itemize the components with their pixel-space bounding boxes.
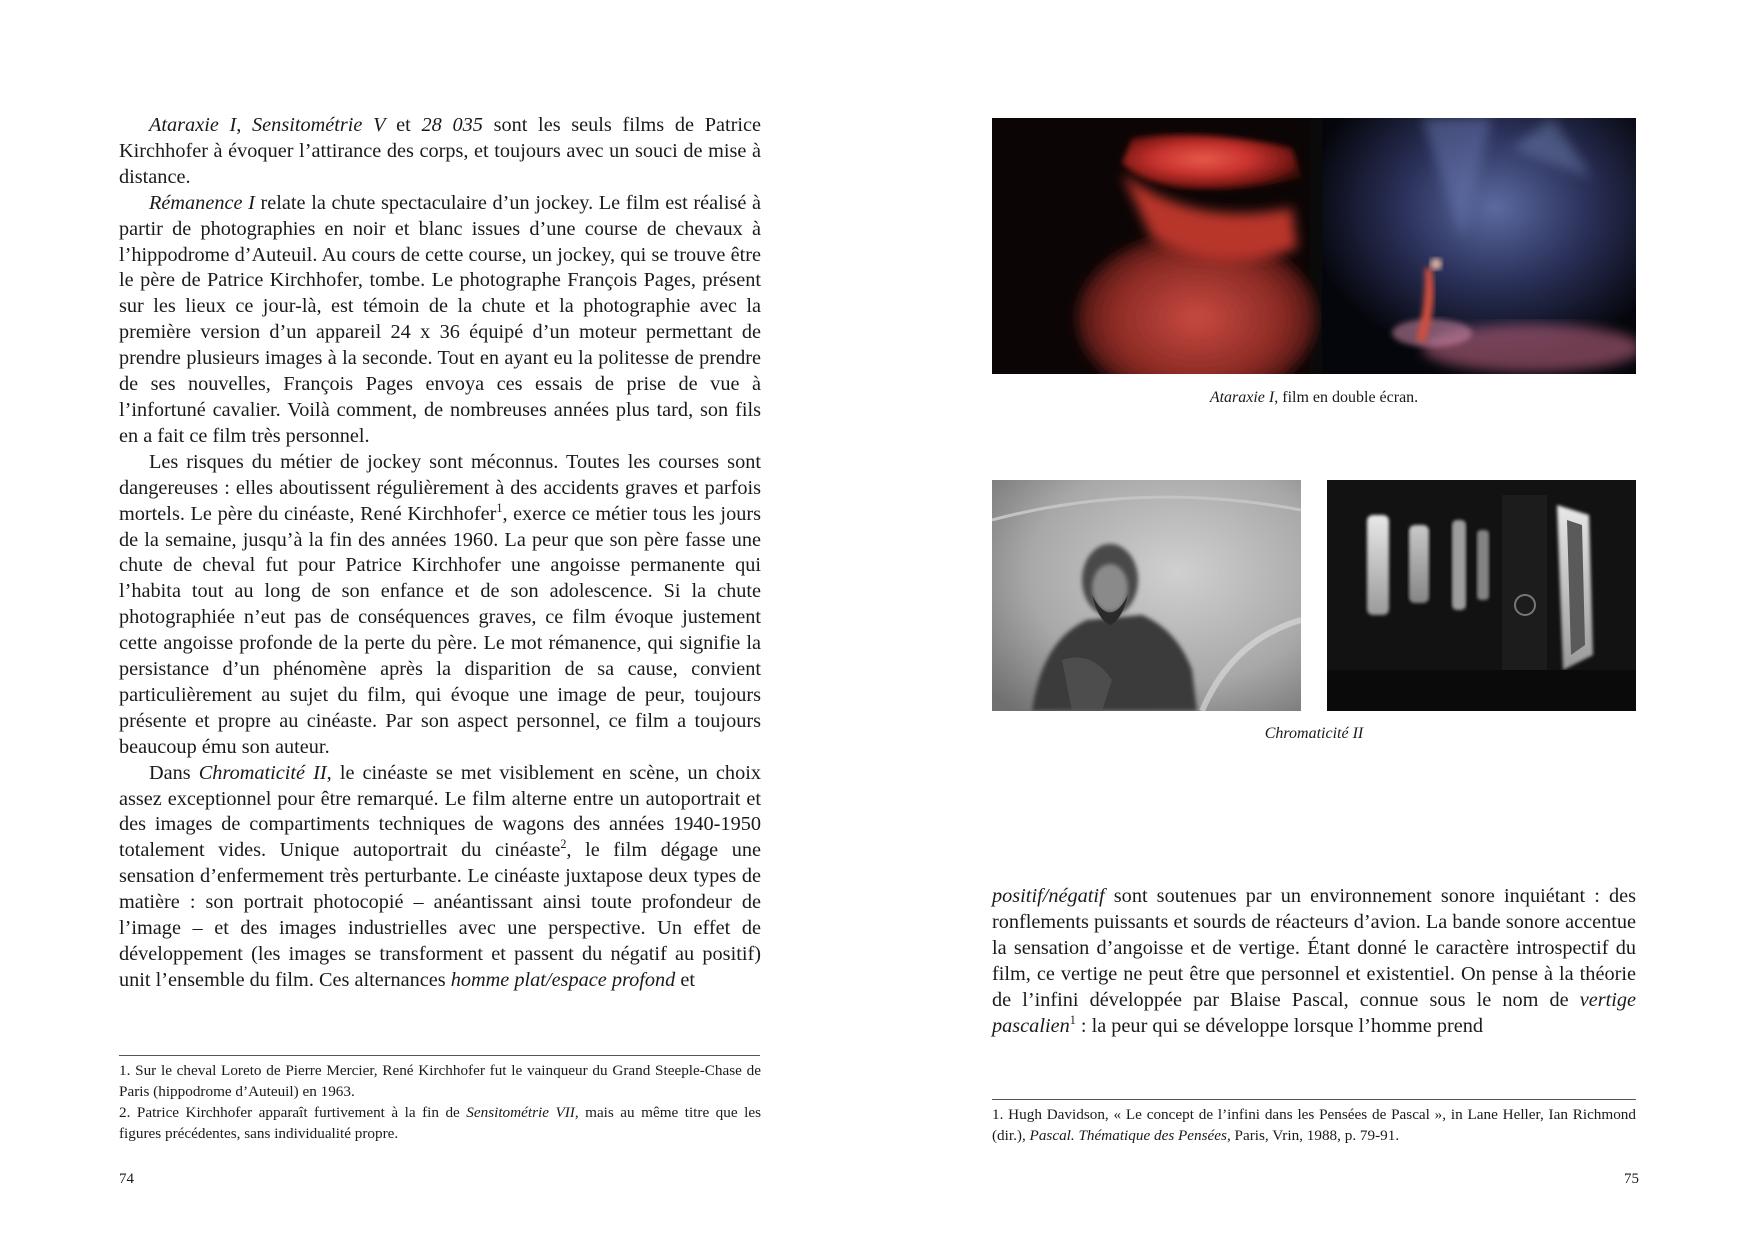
right-body-text (992, 884, 1636, 1039)
film-title: Chromaticité II (1264, 725, 1364, 742)
film-title: Ataraxie I (149, 114, 237, 136)
footnote-ref: 1 (1069, 1012, 1076, 1027)
paragraph-continuation: positif/négatif sont soutenues par un environnement sonore inquiétant : des ronflements puissants et sourds de réacteurs d’avion. La bande sonore accentue la sensation d’angoisse et de vertige. Étant donné le caractère introspectif du film, ce vertige ne peut être que personnel et existentiel. On pense à la théorie de l’infini développée par Blaise Pascal, connue sous le nom de vertige pascalien$^1$ : la peur qui se développe lorsque l’homme prend (992, 885, 1636, 1037)
left-body-text (119, 113, 761, 994)
right-footnotes (992, 1104, 1636, 1146)
footnote-ref: 2 (560, 837, 567, 852)
film-title: Rémanence I (149, 191, 255, 214)
emphasis: vertige pascalien (992, 988, 1636, 1037)
paragraph-chromaticite: Dans Chromaticité II, le cinéaste se met visiblement en scène, un choix assez exceptionnel pour être remarqué. Le film alterne entre un autoportrait et des images de compartiments techniques de wagons des années 1940-1950 totalement vides. Unique autoportrait du cinéaste$^2$, le film dégage une sensation d’enfermement très perturbante. Le cinéaste juxtapose deux types de matière : son portrait photocopié – anéantissant ainsi toute profondeur de l’image – et des images industrielles avec une perspective. Un effet de développement (les images se transforment et passent du négatif au positif) unit l’ensemble du film. Ces alternances homme plat/espace profond et (119, 761, 761, 991)
chromaticite-wagon-image (1327, 480, 1636, 711)
footnote-ref: 1 (496, 500, 503, 515)
paragraph-ataraxie: Ataraxie I, Sensitométrie V et 28 035 sont les seuls films de Patrice Kirchhofer à évoquer l’attirance des corps, et toujours avec un souci de mise à distance. (119, 114, 762, 188)
film-title: Sensitométrie VII (466, 1104, 575, 1121)
ataraxie-double-screen-image (992, 118, 1636, 374)
film-title: Chromaticité II (198, 761, 327, 784)
figure-caption-chromaticite (992, 725, 1636, 743)
page-number: 74 (119, 1171, 134, 1187)
film-title: Sensitométrie V (252, 114, 386, 136)
right-page (874, 0, 1748, 1240)
emphasis: homme plat/espace profond (450, 968, 676, 991)
chromaticite-portrait-image (992, 480, 1301, 711)
film-title: 28 035 (421, 114, 483, 136)
footnote-2: 2. Patrice Kirchhofer apparaît furtivement à la fin de Sensitométrie VII, mais au même titre que les figures précédentes, sans individualité propre. (119, 1104, 761, 1142)
left-footnotes (119, 1060, 761, 1144)
paragraph-remanence: Rémanence I relate la chute spectaculaire d’un jockey. Le film est réalisé à partir de photographies en noir et blanc issues d’une course de chevaux à l’hippodrome d’Auteuil. Au cours de cette course, un jockey, qui se trouve être le père de Patrice Kirchhofer, tombe. Le photographe François Pages, présent sur les lieux ce jour-là, est témoin de la chute et la photographie avec la première version d’un appareil 24 x 36 équipé d’un moteur permettant de prendre plusieurs images à la seconde. Tout en ayant eu la politesse de prendre de ses nouvelles, François Pages envoya ces essais de prise de vue à l’infortuné cavalier. Voilà comment, de nombreuses années plus tard, son fils en a fait ce film très personnel. (119, 191, 761, 447)
footnote-1: 1. Hugh Davidson, « Le concept de l’infini dans les Pensées de Pascal », in Lane Heller, Ian Richmond (dir.), Pascal. Thématique des Pensées, Paris, Vrin, 1988, p. 79-91. (992, 1106, 1636, 1144)
footnote-1: 1. Sur le cheval Loreto de Pierre Mercier, René Kirchhofer fut le vainqueur du Grand Steeple-Chase de Paris (hippodrome d’Auteuil) en 1963. (119, 1062, 761, 1100)
film-title: Ataraxie I (1209, 389, 1275, 406)
book-title: Pascal. Thématique des Pensées (1029, 1127, 1227, 1144)
paragraph-jockey-risks: Les risques du métier de jockey sont méconnus. Toutes les courses sont dangereuses : elles aboutissent régulièrement à des accidents graves et parfois mortels. Le père du cinéaste, René Kirchhofer$^1$, exerce ce métier tous les jours de la semaine, jusqu’à la fin des années 1960. La peur que son père fasse une chute de cheval fut pour Patrice Kirchhofer une angoisse permanente qui l’habita tout au long de son enfance et de son adolescence. Si la chute photographiée n’eut pas de conséquences graves, ce film évoque justement cette angoisse profonde de la perte du père. Le mot rémanence, qui signifie la persistance d’un phénomène après la disparition de sa cause, convient particulièrement au sujet du film, qui évoque une image de peur, toujours présente et propre au cinéaste. Par son aspect personnel, ce film a toujours beaucoup ému son auteur. (119, 450, 761, 758)
footnote-rule (119, 1055, 760, 1056)
emphasis: positif/négatif (992, 885, 1105, 907)
footnote-rule (992, 1099, 1636, 1100)
page-number: 75 (1624, 1171, 1639, 1187)
figure-caption-ataraxie: Ataraxie I, film en double écran. (1209, 389, 1419, 406)
